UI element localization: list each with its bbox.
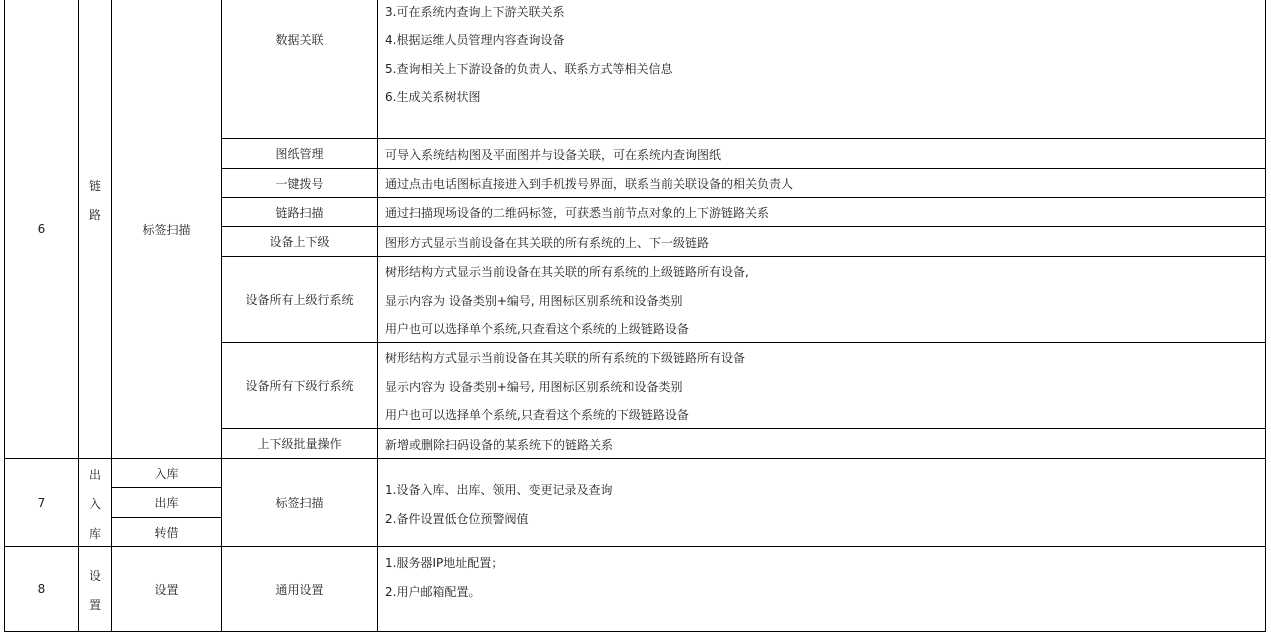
description-line: 2.备件设置低仓位预警阀值 xyxy=(385,512,529,526)
description-line: 6.生成关系树状图 xyxy=(385,90,481,104)
description-line: 通过扫描现场设备的二维码标签，可获悉当前节点对象的上下游链路关系 xyxy=(385,206,770,220)
item-name: 上下级批量操作 xyxy=(257,437,342,451)
item-name-cell xyxy=(222,343,377,428)
category-label: 设置 xyxy=(154,582,179,597)
item-name-cell xyxy=(222,429,377,458)
category-cell xyxy=(112,488,221,517)
item-name-cell xyxy=(222,257,377,342)
category-label: 标签扫描 xyxy=(142,222,191,237)
seq-cell xyxy=(5,459,78,546)
item-name-cell xyxy=(222,547,377,631)
item-name: 设备上下级 xyxy=(269,235,330,249)
seq-number: 6 xyxy=(37,222,46,236)
seq-cell xyxy=(5,547,78,631)
seq-number: 8 xyxy=(37,582,46,596)
module-char: 设 xyxy=(88,569,101,583)
description-line: 显示内容为 设备类别+编号, 用图标区别系统和设备类别 xyxy=(385,380,683,394)
item-name: 一键拨号 xyxy=(275,176,324,191)
module-char: 链 xyxy=(88,179,101,193)
item-name-cell xyxy=(222,139,377,168)
description-line: 4.根据运维人员管理内容查询设备 xyxy=(385,33,565,47)
category-label: 出库 xyxy=(154,496,179,510)
item-name-cell xyxy=(222,227,377,256)
item-name: 设备所有上级行系统 xyxy=(245,293,354,307)
description-line: 图形方式显示当前设备在其关联的所有系统的上、下一级链路 xyxy=(385,236,710,250)
description-line: 树形结构方式显示当前设备在其关联的所有系统的上级链路所有设备, xyxy=(385,265,749,279)
description-line: 可导入系统结构图及平面图并与设备关联，可在系统内查询图纸 xyxy=(385,148,722,162)
module-char: 出 xyxy=(88,468,101,482)
item-name: 设备所有下级行系统 xyxy=(245,379,354,393)
module-char: 库 xyxy=(88,527,101,541)
description-line: 3.可在系统内查询上下游关联关系 xyxy=(385,5,565,19)
seq-number: 7 xyxy=(37,495,46,510)
description-line: 1.服务器IP地址配置； xyxy=(385,556,504,570)
item-name-cell xyxy=(222,459,377,546)
col-border xyxy=(377,0,378,632)
item-name-cell xyxy=(222,169,377,197)
description-line: 用户也可以选择单个系统,只查看这个系统的下级链路设备 xyxy=(385,408,689,422)
item-name: 标签扫描 xyxy=(275,496,324,510)
item-name: 通用设置 xyxy=(275,582,324,597)
item-name: 图纸管理 xyxy=(275,147,324,161)
description-line: 树形结构方式显示当前设备在其关联的所有系统的下级链路所有设备 xyxy=(385,351,746,365)
item-name-cell xyxy=(222,198,377,226)
seq-cell xyxy=(5,0,78,458)
category-cell xyxy=(112,0,221,458)
category-cell xyxy=(112,547,221,631)
description-line: 5.查询相关上下游设备的负责人、联系方式等相关信息 xyxy=(385,62,673,76)
description-line: 用户也可以选择单个系统,只查看这个系统的上级链路设备 xyxy=(385,322,689,336)
description-line: 2.用户邮箱配置。 xyxy=(385,585,481,599)
row-border xyxy=(4,631,1266,632)
module-char: 入 xyxy=(88,497,101,511)
item-name: 链路扫描 xyxy=(275,205,324,220)
description-line: 1.设备入库、出库、领用、变更记录及查询 xyxy=(385,483,613,497)
col-border xyxy=(1265,0,1266,632)
category-label: 入库 xyxy=(154,466,179,481)
item-name: 数据关联 xyxy=(275,32,324,47)
item-name-cell xyxy=(222,0,377,78)
module-char: 置 xyxy=(88,598,101,612)
description-line: 显示内容为 设备类别+编号, 用图标区别系统和设备类别 xyxy=(385,294,683,308)
module-char: 路 xyxy=(88,208,101,222)
category-label: 转借 xyxy=(154,525,179,540)
category-cell xyxy=(112,459,221,487)
description-line: 新增或删除扫码设备的某系统下的链路关系 xyxy=(385,438,614,452)
description-line: 通过点击电话图标直接进入到手机拨号界面，联系当前关联设备的相关负责人 xyxy=(385,177,794,191)
category-cell xyxy=(112,518,221,546)
